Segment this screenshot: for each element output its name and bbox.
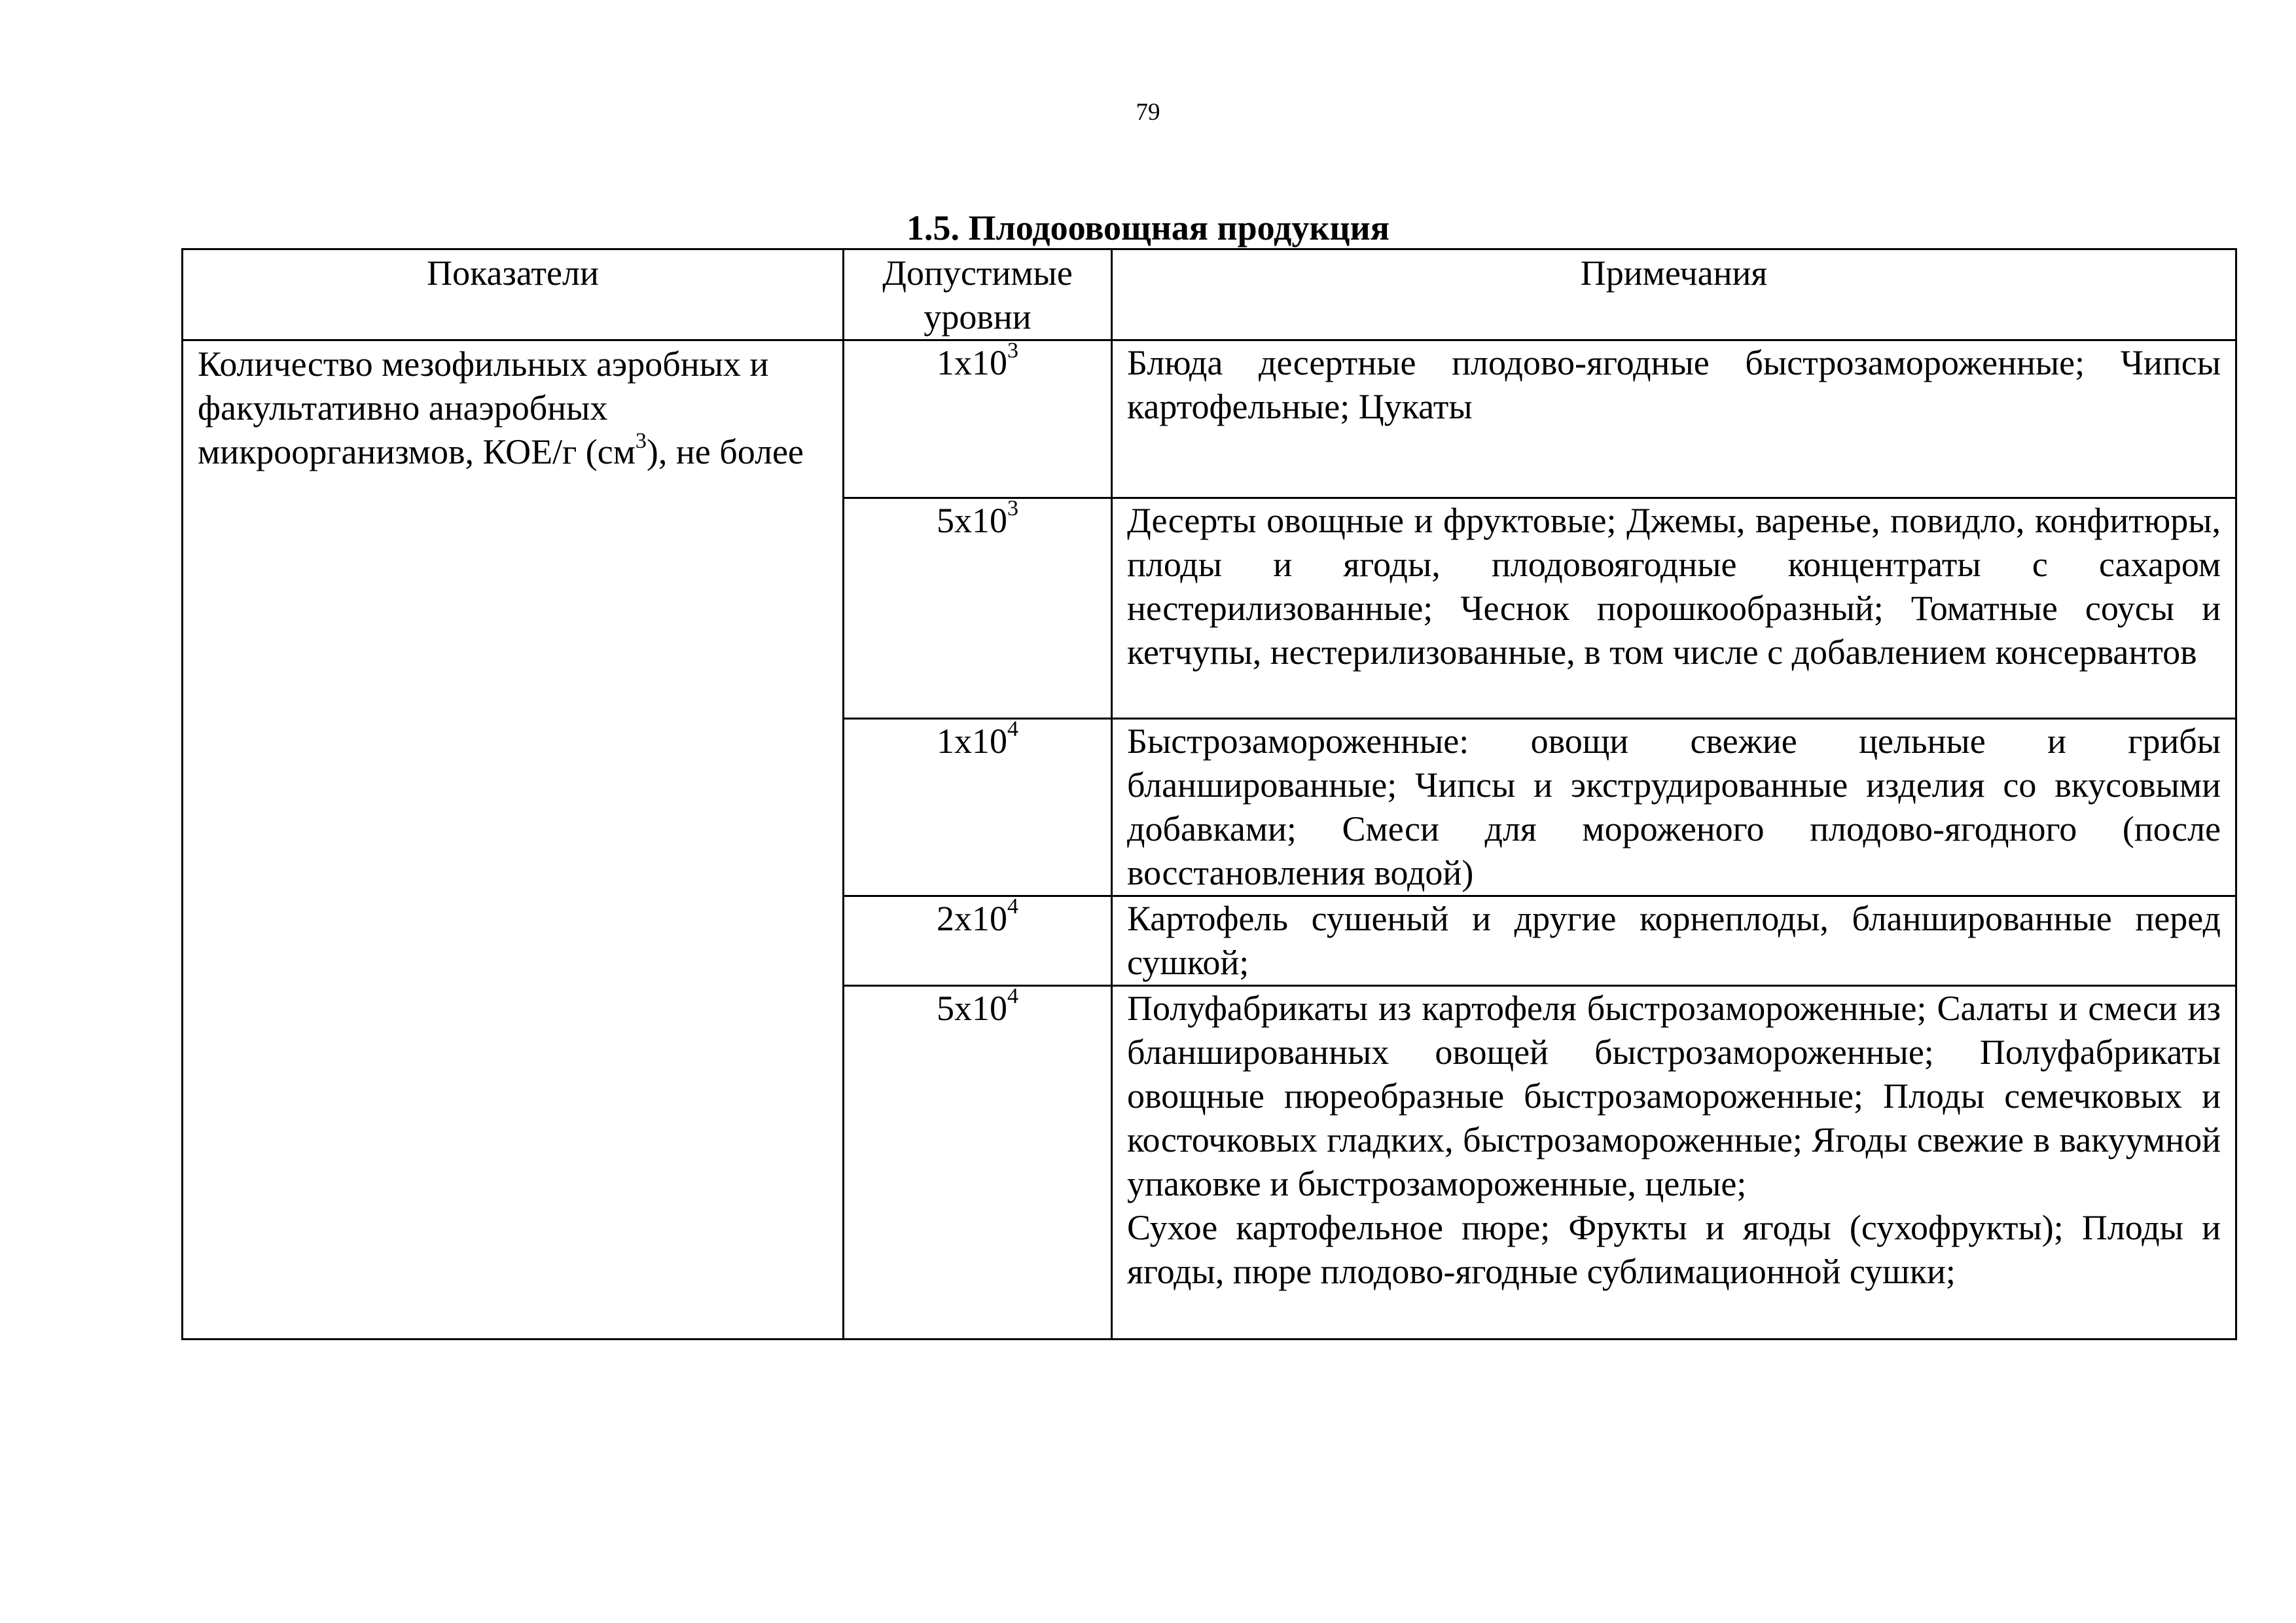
note-text: Блюда десертные плодово-ягодные быстрозамороженные; Чипсы картофельные; Цукаты (1127, 343, 2221, 426)
note-cell (1112, 986, 2236, 1340)
level-value: $5x10^3$ (937, 496, 1018, 540)
header-levels (844, 249, 1112, 340)
note-cell (1112, 719, 2236, 896)
note-text: Быстрозамороженные: овощи свежие цельные и грибы бланшированные; Чипсы и экструдированные изделия со вкусовыми добавками; Смеси для мороженого плодово-ягодного (после восстановления водой) (1127, 721, 2221, 892)
level-cell (844, 719, 1112, 896)
table-row (183, 340, 2236, 498)
header-notes (1112, 249, 2236, 340)
header-indicators-label: Показатели (427, 253, 599, 293)
note-cell (1112, 896, 2236, 986)
note-cell (1112, 498, 2236, 719)
note-text: Полуфабрикаты из картофеля быстрозамороженные; Салаты и смеси из бланшированных овощей быстрозамороженные; Полуфабрикаты овощные пюреобразные быстрозамороженные; Плоды семечковых и косточковых гладких, быстрозамороженные; Ягоды свежие в вакуумной упаковке и быстрозамороженные, целые; (1127, 989, 2221, 1203)
note-text: Картофель сушеный и другие корнеплоды, бланшированные перед сушкой; (1127, 899, 2221, 982)
norms-table (181, 248, 2237, 1340)
header-indicators (183, 249, 844, 340)
level-value: $5x10^4$ (937, 984, 1018, 1028)
header-levels-label: Допустимые уровни (882, 253, 1073, 337)
note-text-continued: Сухое картофельное пюре; Фрукты и ягоды (сухофрукты); Плоды и ягоды, пюре плодово-ягодные сублимационной сушки; (1127, 1208, 2221, 1291)
table-header-row (183, 249, 2236, 340)
page-number: 79 (1136, 99, 1160, 126)
note-text: Десерты овощные и фруктовые; Джемы, варенье, повидло, конфитюры, плоды и ягоды, плодовоягодные концентраты с сахаром нестерилизованные; Чеснок порошкообразный; Томатные соусы и кетчупы, нестерилизованные, в том числе с добавлением консервантов (1127, 501, 2221, 672)
level-cell (844, 340, 1112, 498)
level-value: $2x10^4$ (937, 894, 1018, 938)
level-cell (844, 986, 1112, 1340)
level-value: $1x10^3$ (937, 338, 1018, 382)
level-cell (844, 498, 1112, 719)
level-cell (844, 896, 1112, 986)
level-value: $1x10^4$ (937, 717, 1018, 761)
section-title: 1.5. Плодоовощная продукция (906, 208, 1390, 247)
indicator-cell (183, 340, 844, 1340)
note-cell (1112, 340, 2236, 498)
indicator-text: Количество мезофильных аэробных и факультативно анаэробных микроорганизмов, КОЕ/г $(см^3)$, не более (198, 344, 804, 471)
header-notes-label: Примечания (1580, 253, 1768, 293)
